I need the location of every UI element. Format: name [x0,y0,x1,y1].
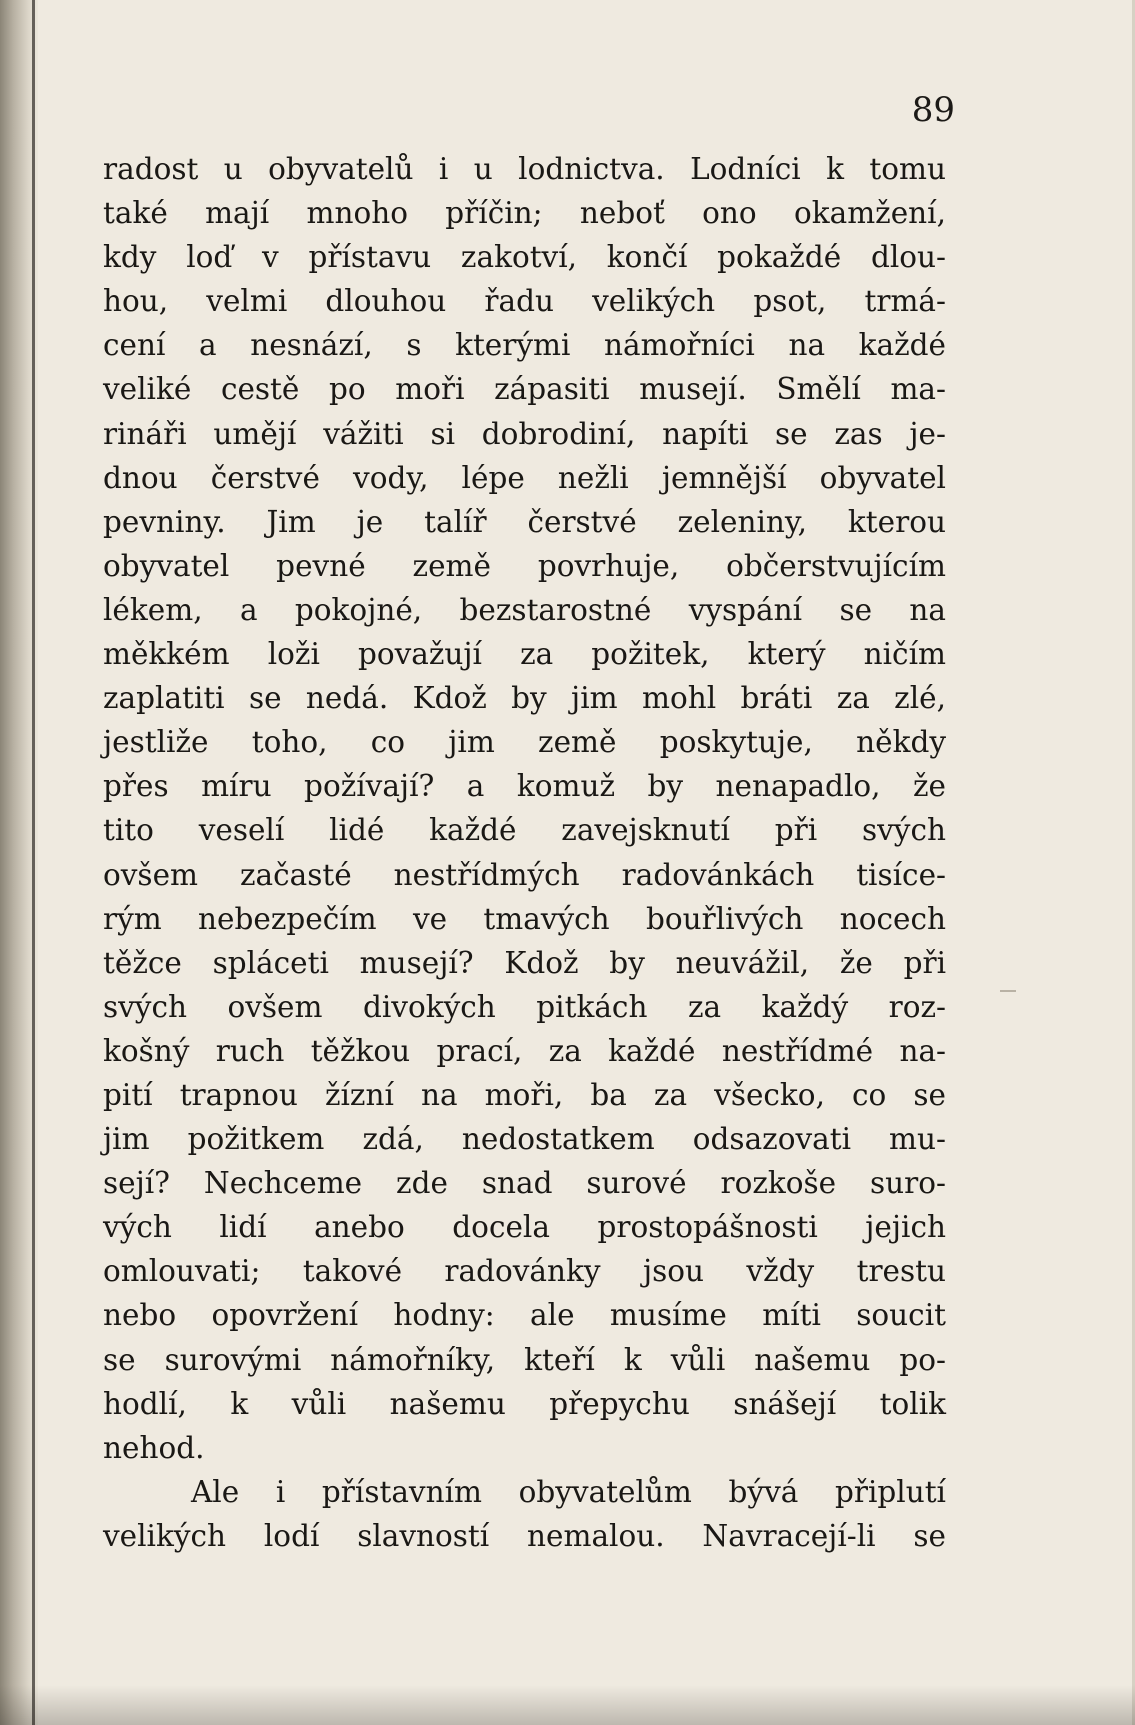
text-line: jim požitkem zdá, nedostatkem odsazovati mu- [103,1122,946,1157]
page-number: 89 [911,90,955,130]
text-line: pevniny. Jim je talíř čerstvé zeleniny, kterou [103,504,946,539]
text-line: vých lidí anebo docela prostopášnosti jejich [103,1210,946,1245]
page-bottom-shadow [0,1685,1135,1725]
text-line: kdy loď v přístavu zakotví, končí pokaždé dlou- [103,240,946,275]
text-line: sejí? Nechceme zde snad surové rozkoše suro- [103,1166,946,1201]
text-line: svých ovšem divokých pitkách za každý roz- [103,989,946,1024]
text-line: přes míru požívají? a komuž by nenapadlo, že [103,769,946,804]
text-line: lékem, a pokojné, bezstarostné vyspání se na [103,592,946,627]
margin-mark [1000,990,1016,992]
text-line: se surovými námořníky, kteří k vůli našemu po- [103,1342,946,1377]
text-line: košný ruch těžkou prací, za každé nestřídmé na- [103,1033,946,1068]
text-line: pití trapnou žízní na moři, ba za všecko, co se [103,1077,946,1112]
paragraph-1 [103,147,946,1470]
text-line: nebo opovržení hodny: ale musíme míti soucit [103,1298,946,1333]
text-line: hodlí, k vůli našemu přepychu snášejí tolik [103,1386,946,1421]
text-line: Ale i přístavním obyvatelům bývá připlutí [191,1474,946,1509]
text-line: veliké cestě po moři zápasiti musejí. Smělí ma- [103,372,946,407]
text-line: tito veselí lidé každé zavejsknutí při svých [103,813,946,848]
body-text [103,147,946,1558]
text-line: velikých lodí slavností nemalou. Navracejí-li se [103,1518,946,1553]
text-line: omlouvati; takové radovánky jsou vždy trestu [103,1254,946,1289]
text-line: těžce spláceti musejí? Kdož by neuvážil, že při [103,945,946,980]
text-line: měkkém loži považují za požitek, který ničím [103,637,946,672]
text-line: nehod. [103,1430,205,1465]
text-line: rým nebezpečím ve tmavých bouřlivých nocech [103,901,946,936]
text-line: ovšem začasté nestřídmých radovánkách tisíce- [103,857,946,892]
text-line: radost u obyvatelů i u lodnictva. Lodníci k tomu [103,152,946,186]
text-line: také mají mnoho příčin; neboť ono okamžení, [103,196,946,231]
text-line: rináři umějí vážiti si dobrodiní, napíti se zas je- [103,416,946,451]
paragraph-2 [103,1470,946,1558]
text-line: zaplatiti se nedá. Kdož by jim mohl bráti za zlé, [103,681,946,716]
page-fold-line [32,0,35,1725]
text-line: dnou čerstvé vody, lépe nežli jemnější obyvatel [103,460,946,495]
text-line: hou, velmi dlouhou řadu velikých psot, trmá- [103,284,946,319]
text-line: obyvatel pevné země povrhuje, občerstvujícím [103,548,946,583]
text-line: jestliže toho, co jim země poskytuje, někdy [103,725,946,760]
text-line: cení a nesnází, s kterými námořníci na každé [103,328,946,363]
